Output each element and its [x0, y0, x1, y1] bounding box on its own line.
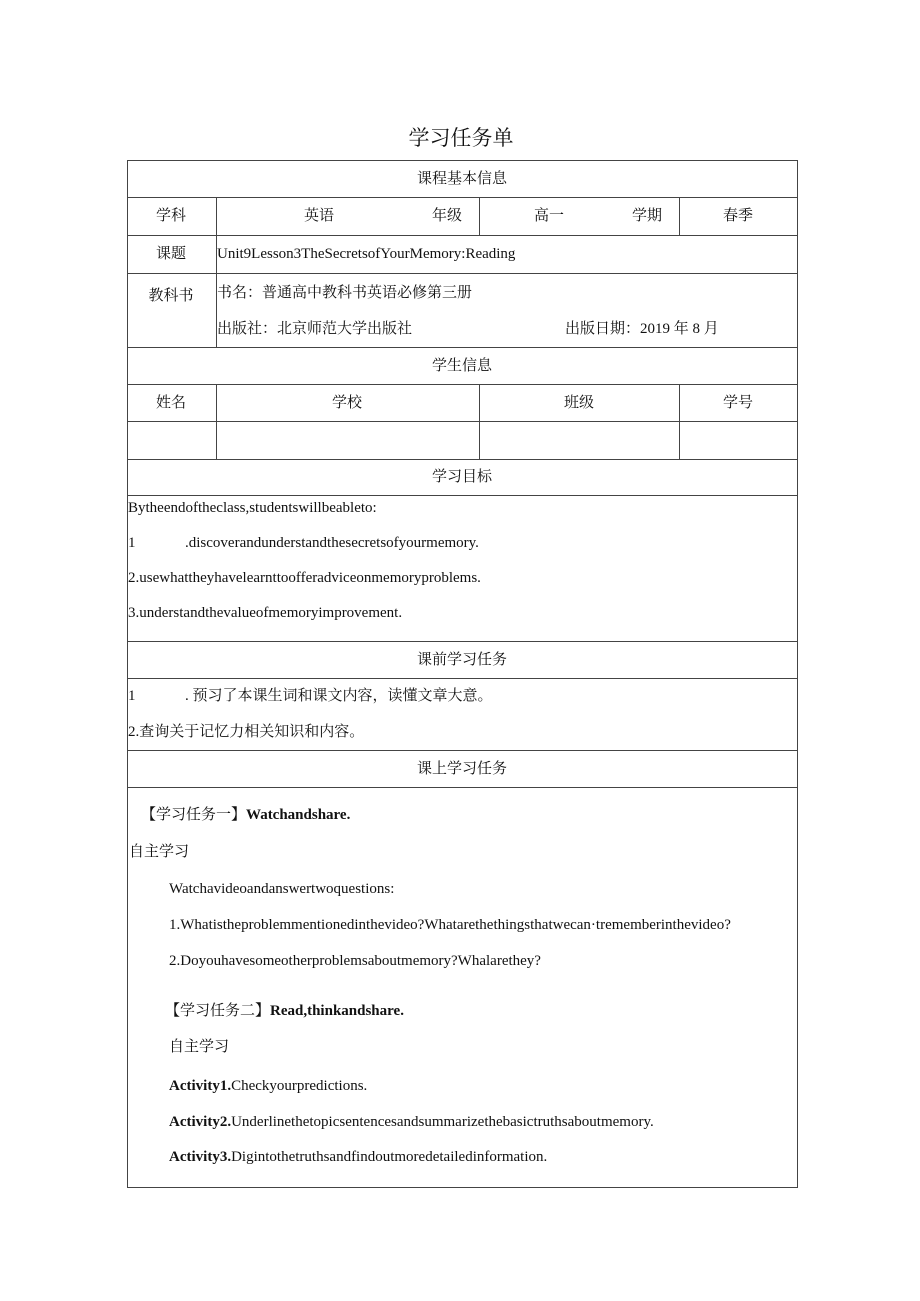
subject-label: 学科 [155, 208, 187, 224]
publish-date: 出版日期：2019 年 8 月 [565, 321, 719, 337]
class-label: 班级 [563, 395, 595, 411]
task-2-tag: 【学习任务二】 [165, 1003, 271, 1019]
goal-1-number: 1 [128, 535, 136, 551]
goal-1: .discoverandunderstandthesecretsofyourmemory. [185, 535, 479, 551]
activity-3-text: Digintothetruthsandfindoutmoredetailedinformation. [231, 1149, 548, 1165]
pre-task-2: 2.查询关于记忆力相关知识和内容。 [128, 724, 365, 740]
self-study-2: 自主学习 [169, 1039, 230, 1055]
course-info-header: 课程基本信息 [416, 171, 508, 187]
question-1: 1.Whatistheproblemmentionedinthevideo?Whatarethethingsthatwecan·trememberinthevideo? [169, 917, 731, 933]
goal-3: 3.understandthevalueofmemoryimprovement. [128, 605, 403, 621]
school-label: 学校 [331, 395, 363, 411]
activity-3-label: Activity3. [169, 1149, 232, 1165]
book-name: 书名：普通高中教科书英语必修第三册 [217, 285, 473, 301]
grade-label: 年级 [432, 208, 463, 224]
page-title: 学习任务单 [408, 126, 514, 150]
name-label: 姓名 [155, 395, 187, 411]
activity-2-label: Activity2. [169, 1114, 232, 1130]
task-1-heading [141, 806, 350, 824]
question-2: 2.Doyouhavesomeotherproblemsaboutmemory?Whalarethey? [169, 953, 541, 969]
activity-3 [169, 1148, 547, 1166]
pre-task-1: . 预习了本课生词和课文内容，读懂文章大意。 [185, 688, 493, 704]
task-1-title: Watchandshare. [246, 807, 351, 823]
activity-1-label: Activity1. [169, 1078, 232, 1094]
pre-class-header: 课前学习任务 [416, 652, 508, 668]
subject-value: 英语 [303, 208, 335, 224]
task-2-title: Read,thinkandshare. [270, 1003, 404, 1019]
textbook-label: 教科书 [148, 288, 194, 304]
publisher: 出版社：北京师范大学出版社 [217, 321, 413, 337]
activity-1-text: Checkyourpredictions. [231, 1078, 368, 1094]
topic-value: Unit9Lesson3TheSecretsofYourMemory:Reading [217, 246, 516, 262]
term-value: 春季 [722, 208, 754, 224]
student-id-label: 学号 [722, 395, 754, 411]
activity-2-text: Underlinethetopicsentencesandsummarizethebasictruthsaboutmemory. [231, 1114, 654, 1130]
activity-1 [169, 1077, 367, 1095]
grade-value: 高一 [533, 208, 565, 224]
task-1-tag: 【学习任务一】 [141, 807, 247, 823]
goals-header: 学习目标 [431, 469, 493, 485]
task-2-heading [165, 1002, 404, 1020]
activity-2 [169, 1113, 654, 1131]
student-info-header: 学生信息 [431, 358, 493, 374]
goal-2: 2.usewhattheyhavelearnttoofferadviceonmemoryproblems. [128, 570, 481, 586]
self-study-1: 自主学习 [129, 844, 190, 860]
goals-intro: Bytheendoftheclass,studentswillbeableto: [128, 500, 377, 516]
in-class-header: 课上学习任务 [416, 761, 508, 777]
pre-task-1-number: 1 [128, 688, 136, 704]
topic-label: 课题 [155, 246, 187, 262]
term-label: 学期 [632, 208, 663, 224]
watch-instruction: Watchavideoandanswertwoquestions: [169, 881, 395, 897]
